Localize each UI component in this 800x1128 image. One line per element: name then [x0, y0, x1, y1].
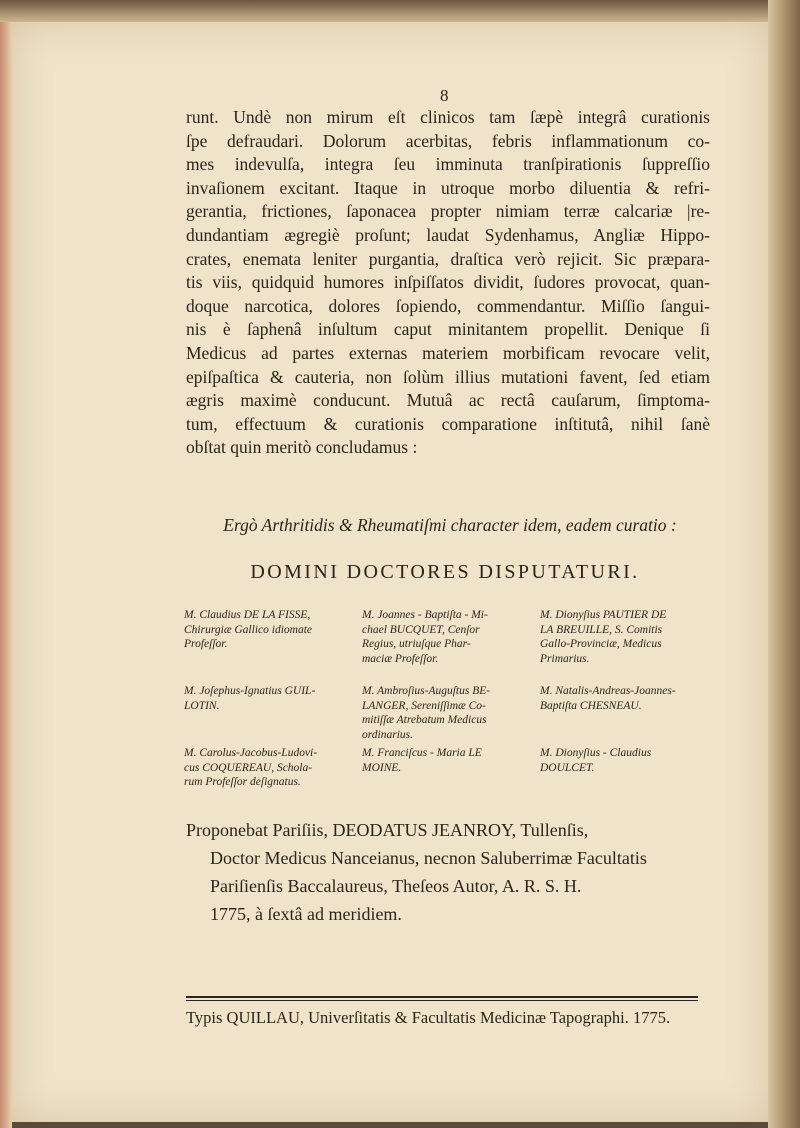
- examiner-line: M. Dionyſius PAUTIER DE: [540, 609, 667, 621]
- examiner-line: M. Joſephus-Ignatius GUIL-: [184, 685, 316, 697]
- page-number: 8: [440, 86, 449, 105]
- book-page-edge: [768, 0, 800, 1128]
- examiner-entry: [184, 746, 352, 790]
- examiner-line: Regius, utriuſque Phar-: [362, 638, 471, 650]
- body-line: nis è ſaphenâ inſultum caput minitantem propellit. Denique ſi: [186, 319, 710, 340]
- examiner-line: Profeſſor.: [184, 638, 228, 650]
- examiner-line: M. Dionyſius - Claudius: [540, 747, 652, 759]
- examiner-line: MOINE.: [362, 761, 402, 774]
- book-left-edge: [0, 22, 12, 1128]
- body-line: tis viis, quidquid humores inſpiſſatos dividit, ſudores provocat, quan-: [186, 272, 710, 293]
- divider-rule-thin: [186, 1000, 698, 1001]
- examiner-line: rum Profeſſor deſignatus.: [184, 776, 301, 788]
- body-line: gerantia, frictiones, ſaponacea propter nimiam terræ calcariæ |re-: [186, 201, 710, 222]
- body-line: crates, enemata leniter purgantia, draſtica verò rejicit. Sic præpara-: [186, 248, 710, 269]
- examiner-line: Chirurgiæ Gallico idiomate: [184, 623, 312, 636]
- thesis-line: Doctor Medicus Nanceianus, necnon Saluberrimæ Facultatis: [210, 848, 647, 868]
- body-line: Medicus ad partes externas materiem morbificam revocare velit,: [186, 342, 710, 363]
- examiner-entry: [540, 608, 708, 666]
- printer-imprint: Typis QUILLAU, Univerſitatis & Facultatis Medicinæ Tapographi. 1775.: [186, 1008, 671, 1027]
- body-line: ſpe defraudari. Dolorum acerbitas, febris inflammationum co-: [186, 130, 710, 151]
- examiner-line: Primarius.: [540, 652, 590, 665]
- body-line: runt. Undè non mirum eſt clinicos tam ſæpè integrâ curationis: [186, 107, 710, 127]
- examiner-line: M. Franciſcus - Maria LE: [362, 747, 482, 759]
- body-line: ægris maximè conducunt. Mutuâ ac rectâ cauſarum, ſimptoma-: [186, 390, 710, 411]
- section-heading: DOMINI DOCTORES DISPUTATURI.: [250, 561, 640, 583]
- examiner-line: Baptiſta CHESNEAU.: [540, 699, 642, 712]
- body-line: mes indevulſa, integra ſeu imminuta tranſpirationis ſuppreſſio: [186, 154, 710, 175]
- thesis-line: Pariſienſis Baccalaureus, Theſeos Autor, A. R. S. H.: [210, 876, 582, 896]
- body-line: epiſpaſtica & cauteria, non ſolùm illius mutationi favent, ſed etiam: [186, 366, 710, 387]
- examiner-line: LANGER, Sereniſſimæ Co-: [362, 699, 486, 712]
- divider-rule: [186, 996, 698, 998]
- conclusion-statement: Ergò Arthritidis & Rheumatiſmi character idem, eadem curatio :: [223, 515, 677, 535]
- examiner-entry: [362, 746, 530, 775]
- body-line: tum, effectuum & curationis comparatione inſtitutâ, nihil ſanè: [186, 413, 710, 434]
- examiner-line: maciæ Profeſſor.: [362, 652, 439, 665]
- examiner-line: Gallo-Provinciæ, Medicus: [540, 638, 662, 650]
- examiner-line: M. Natalis-Andreas-Joannes-: [540, 685, 676, 697]
- examiner-line: M. Carolus-Jacobus-Ludovi-: [184, 747, 318, 759]
- thesis-statement: [186, 816, 708, 928]
- examiner-line: LA BREUILLE, S. Comitis: [540, 623, 663, 636]
- examiner-line: mitiſſæ Atrebatum Medicus: [362, 714, 487, 726]
- examiner-line: cus COQUEREAU, Schola-: [184, 761, 313, 774]
- examiner-line: M. Claudius DE LA FISSE,: [184, 609, 311, 621]
- examiner-line: ordinarius.: [362, 728, 414, 741]
- examiner-line: DOULCET.: [540, 761, 595, 774]
- body-line: dundantiam ægregiè proſunt; laudat Sydenhamus, Angliæ Hippo-: [186, 224, 710, 245]
- examiner-entry: [540, 684, 708, 713]
- examiner-entry: [184, 608, 352, 652]
- examiner-entry: [362, 608, 530, 666]
- examiner-line: M. Joannes - Baptiſta - Mi-: [362, 609, 488, 621]
- body-line: doque narcotica, dolores ſopiendo, commendantur. Miſſio ſangui-: [186, 295, 710, 316]
- examiner-line: M. Ambroſius-Auguſtus BE-: [362, 685, 491, 697]
- examiner-entry: [362, 684, 530, 742]
- examiner-line: chael BUCQUET, Cenſor: [362, 623, 480, 636]
- book-top-edge: [0, 0, 768, 22]
- body-text: [186, 106, 710, 460]
- body-line: obſtat quin meritò concludamus :: [186, 437, 418, 458]
- examiner-entry: [540, 746, 708, 775]
- thesis-line: Proponebat Pariſiis, DEODATUS JEANROY, Tullenſis,: [186, 820, 589, 840]
- examiner-entry: [184, 684, 352, 713]
- examiner-line: LOTIN.: [184, 699, 220, 712]
- body-line: invaſionem excitant. Itaque in utroque morbo diluentia & refri-: [186, 177, 710, 198]
- thesis-line: 1775, à ſextâ ad meridiem.: [210, 904, 402, 924]
